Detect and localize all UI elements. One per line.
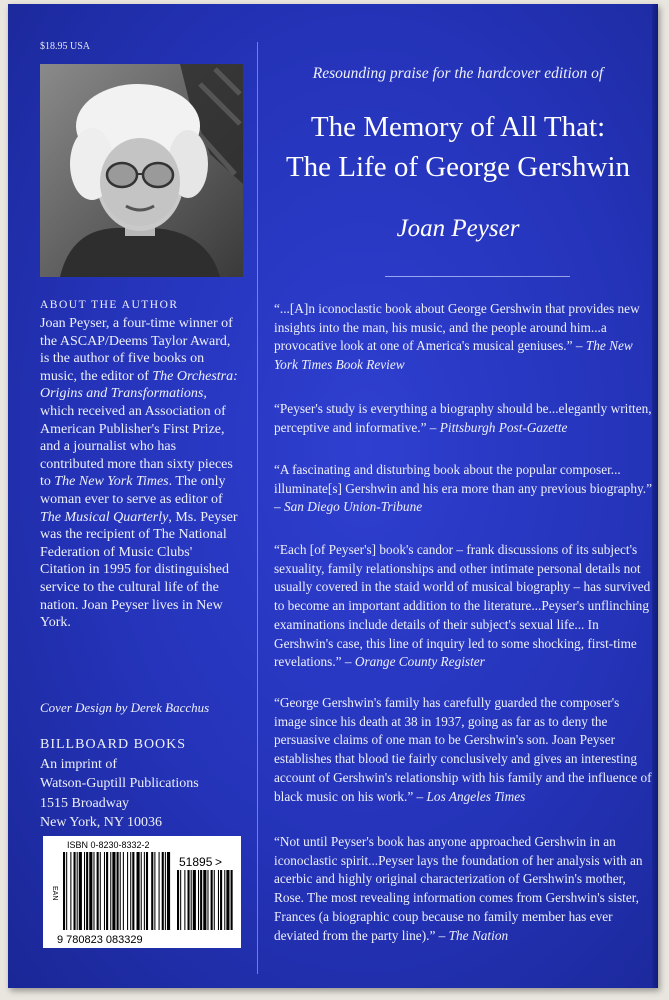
barcode-bar (112, 852, 115, 930)
barcode-bar (144, 852, 145, 930)
quote-source: The Nation (448, 927, 509, 943)
barcode (43, 836, 241, 948)
barcode-bar (184, 870, 185, 930)
review-quote (274, 400, 654, 437)
barcode-bar (100, 852, 101, 930)
quote-text: “Peyser's study is everything a biography should be...elegantly written, perceptive and informative.” – (274, 401, 652, 435)
about-the-author (40, 299, 240, 632)
barcode-bar (220, 870, 222, 930)
barcode-bar (97, 852, 99, 930)
quote-text: “Each [of Peyser's] book's candor – frank discussions of its subject's sexuality, family relationships and other intimate personal details not usually covered in the staid world of musical biography – has survived to become an important addition to the literature...Peyser's unflinching examinations include details of their subject's sexual life... In Gershwin's case, this line of inquiry led to some shocking, first-time revelations.” – (274, 542, 651, 670)
barcode-bar (191, 870, 192, 930)
barcode-bar (177, 870, 179, 930)
about-book-title-2: The New York Times (54, 474, 169, 490)
about-body (40, 315, 240, 632)
barcode-bar (106, 852, 108, 930)
quote-source: The New York Times Book Review (274, 338, 633, 373)
quote-text: “Not until Peyser's book has anyone approached Gershwin in an iconoclastic spirit...Peyser lays the foundation of her analysis with an acerbic and highly original characterization of Gershwin's mother, Rose. The most revealing information comes from Gershwin's sister, Frances (a biographic coup because no family member has ever deviated from the party line).” – (274, 834, 643, 943)
publisher-line: 1515 Broadway (40, 795, 130, 811)
barcode-bar (74, 852, 76, 930)
barcode-bar (63, 852, 65, 930)
barcode-bar (200, 870, 202, 930)
quote-text: “A fascinating and disturbing book about the popular composer... illuminate[s] Gershwin and his era more than any previous biography.” – (274, 462, 652, 515)
quote-source: Orange County Register (354, 654, 485, 670)
barcode-bar (226, 870, 229, 930)
quote-source: Los Angeles Times (426, 788, 526, 804)
author-name: Joan Peyser (396, 215, 520, 242)
publisher-line: An imprint of (40, 756, 117, 772)
publisher-line: Watson-Guptill Publications (40, 776, 199, 791)
barcode-bar (86, 852, 88, 930)
about-text-3: . The only woman ever to serve as editor of (40, 474, 226, 507)
isbn-text: ISBN 0-8230-8332-2 (67, 840, 150, 850)
barcode-bar (198, 870, 199, 930)
review-quote (274, 541, 654, 672)
barcode-bar (79, 852, 82, 930)
quote-source: Pittsburgh Post-Gazette (439, 419, 568, 435)
barcode-bar (120, 852, 121, 930)
ean-bars (63, 852, 170, 930)
barcode-bar (104, 852, 105, 930)
quote-source: San Diego Union-Tribune (283, 499, 423, 515)
barcode-bar (127, 852, 128, 930)
quote-text: “George Gershwin's family has carefully guarded the composer's image since his death at 38 in 1937, going as far as to deny the persuasive claims of one man to be Gershwin's son. Joan Peyser establishes that blood tie fairly conclusively and gives an interesting account of Gershwin's relationship with his family and the influence of black music on his work.” – (274, 695, 652, 804)
barcode-bar (117, 852, 119, 930)
barcode-bar (66, 852, 67, 930)
barcode-bar (180, 870, 181, 930)
barcode-bar (132, 852, 134, 930)
barcode-bar (93, 852, 94, 930)
publisher-block (40, 735, 240, 833)
author-photo (40, 64, 243, 277)
book-back-cover (8, 4, 658, 988)
review-quote (274, 833, 654, 945)
barcode-bar (167, 852, 170, 930)
barcode-bar (154, 852, 155, 930)
barcode-bar (123, 852, 124, 930)
barcode-bar (159, 852, 160, 930)
about-book-title-3: The Musical Quarterly (40, 509, 169, 525)
publisher-line: New York, NY 10036 (40, 815, 162, 830)
barcode-bar (130, 852, 131, 930)
column-divider (257, 42, 258, 974)
barcode-bar (231, 870, 233, 930)
barcode-bar (77, 852, 78, 930)
title-rule (385, 276, 570, 277)
price-code-arrow: > (215, 855, 223, 869)
price-code-text: 51895 (179, 855, 213, 869)
about-text-1: Joan Peyser, a four-time winner of the ASCAP/Deems Taylor Award, is the author of five books on music, the editor of (40, 316, 233, 384)
barcode-bar (218, 870, 219, 930)
title-line-2: The Life of George Gershwin (285, 151, 631, 183)
price-label: $18.95 USA (40, 41, 91, 52)
praise-heading: Resounding praise for the hardcover edition of (312, 65, 604, 82)
barcode-bar (137, 852, 140, 930)
review-quote (274, 300, 654, 375)
about-book-title-1: The Orchestra: Origins and Transformations (40, 368, 238, 402)
barcode-bar (141, 852, 142, 930)
barcode-bar (70, 852, 71, 930)
barcode-bar (146, 852, 148, 930)
about-text-4: , Ms. Peyser was the recipient of The National Federation of Music Clubs' Citation in 1995 for distinguished service to the cultural life of the nation. Joan Peyser lives in New York. (40, 509, 238, 631)
barcode-bar (207, 870, 208, 930)
barcode-bar (151, 852, 153, 930)
publisher-name: BILLBOARD BOOKS (40, 737, 187, 752)
barcode-bar (84, 852, 85, 930)
barcode-bar (214, 870, 215, 930)
about-text-2: , which received an Association of American Publisher's First Prize, and a journalist who has contributed more than sixty pieces to (40, 386, 233, 490)
barcode-bar (162, 852, 164, 930)
barcode-bar (110, 852, 111, 930)
barcode-bar (203, 870, 206, 930)
quote-text: “...[A]n iconoclastic book about George Gershwin that provides new insights into the man, his music, and the people around him...a provocative look at one of America's musical geniuses.” – (274, 301, 640, 354)
about-heading: ABOUT THE AUTHOR (40, 299, 179, 311)
price-addon-bars (177, 870, 233, 930)
ean-digits: 9 780823 083329 (57, 934, 143, 946)
review-quote (274, 694, 654, 806)
title-line-1: The Memory of All That: (310, 111, 606, 143)
barcode-bar (89, 852, 92, 930)
book-title (268, 107, 648, 187)
ean-label: EAN (51, 886, 58, 901)
cover-design-credit: Cover Design by Derek Bacchus (40, 700, 210, 715)
barcode-bar (193, 870, 196, 930)
barcode-bar (211, 870, 213, 930)
barcode-bar (224, 870, 225, 930)
barcode-bar (165, 852, 166, 930)
barcode-bar (188, 870, 190, 930)
review-quote (274, 461, 654, 517)
